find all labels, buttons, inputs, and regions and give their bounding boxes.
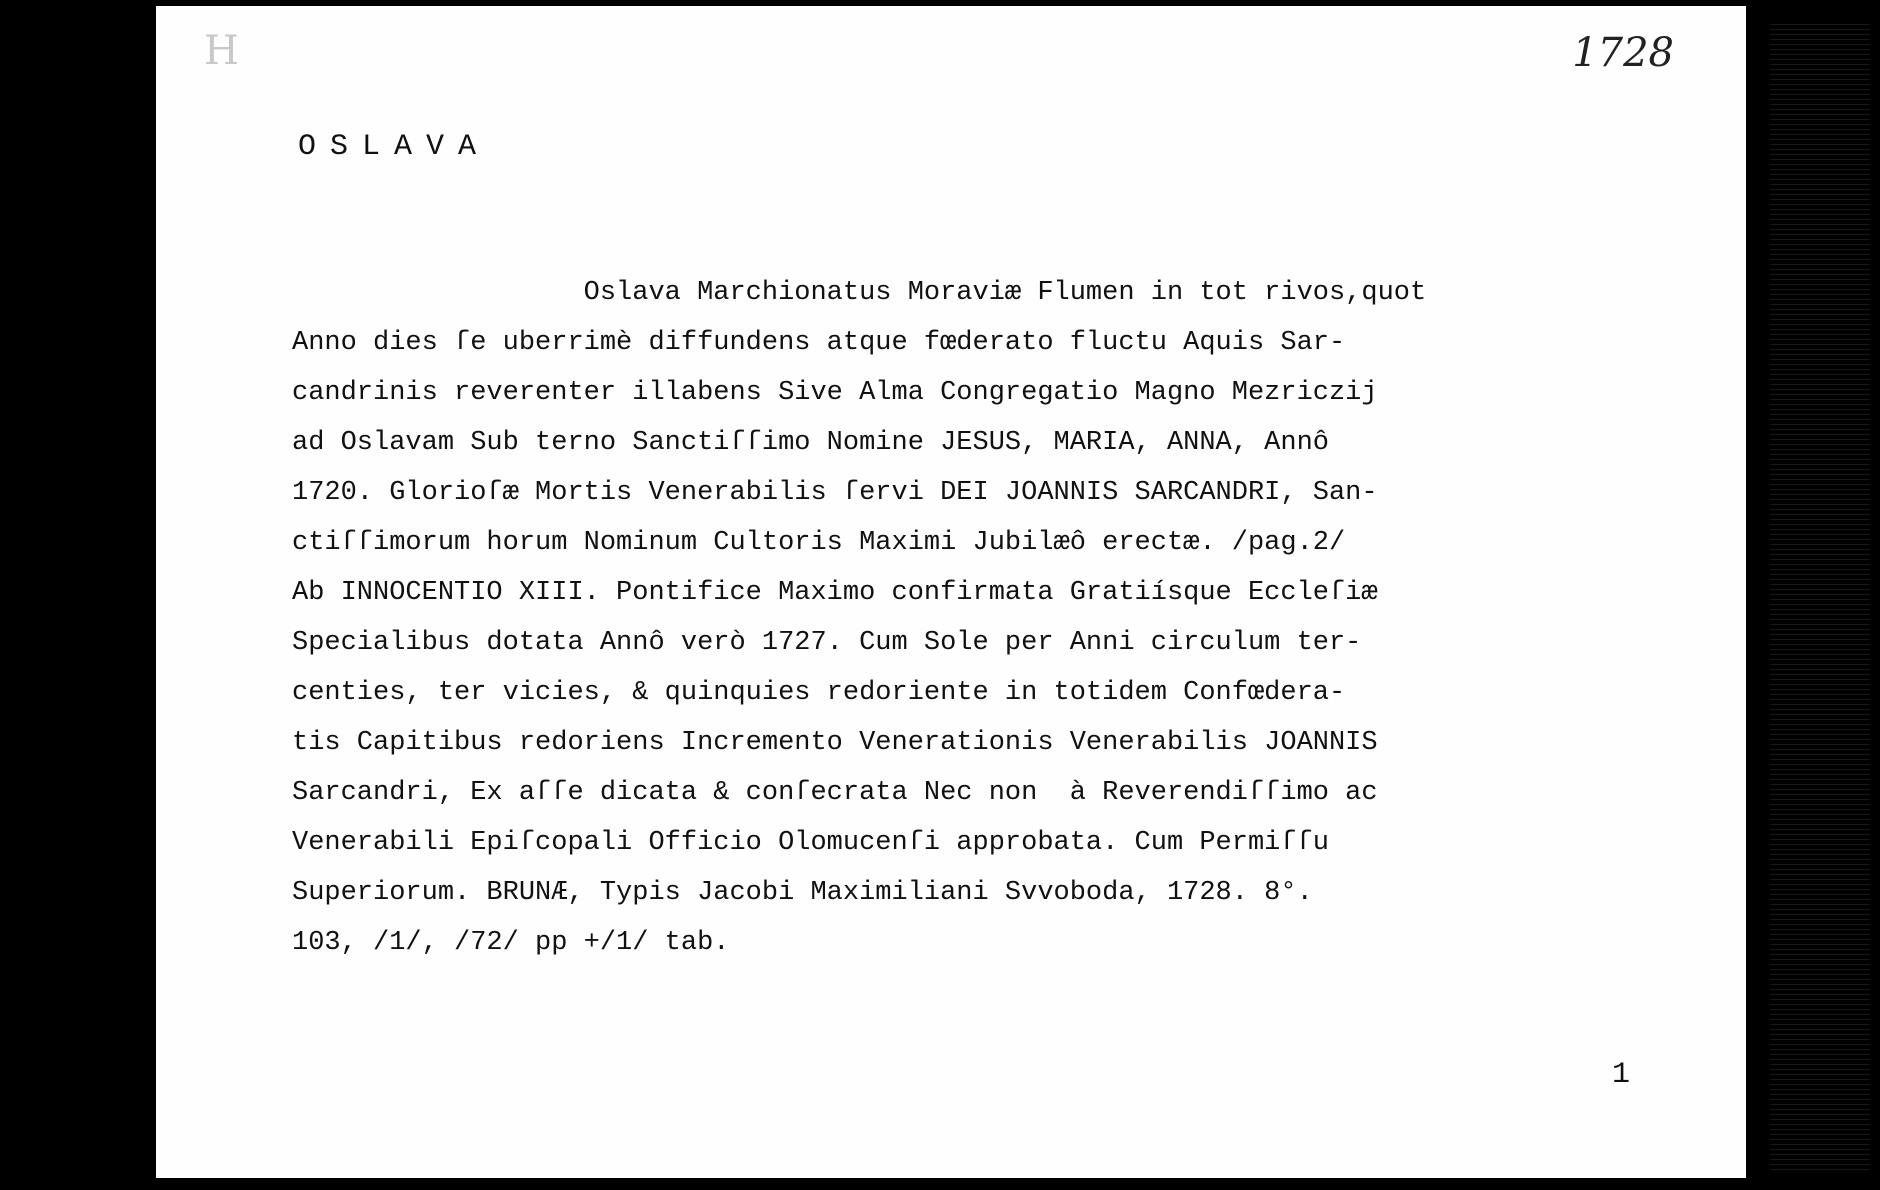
text-line: 103, /1/, /72/ pp +/1/ tab. [292,928,730,958]
text-line: centies, ter vicies, & quinquies redoriente in totidem Confœdera- [292,678,1346,708]
catalog-number: 1728 [1572,30,1674,76]
text-line: Specialibus dotata Annô verò 1727. Cum Sole per Anni circulum ter- [292,628,1362,658]
text-line: ctiſſimorum horum Nominum Cultoris Maximi Jubilæô erectæ. /pag.2/ [292,528,1346,558]
text-line: Anno dies ſe uberrimè diffundens atque fœderato fluctu Aquis Sar- [292,328,1346,358]
text-line: Sarcandri, Ex aſſe dicata & conſecrata Nec non à Reverendiſſimo ac [292,778,1378,808]
card-heading: OSLAVA [298,130,491,164]
text-line: tis Capitibus redoriens Incremento Venerationis Venerabilis JOANNIS [292,728,1378,758]
margin-mark: H [204,28,239,74]
card-body-text [292,268,1702,968]
text-line: Ab INNOCENTIO XIII. Pontifice Maximo confirmata Gratiísque Eccleſiæ [292,578,1378,608]
text-line: candrinis reverenter illabens Sive Alma Congregatio Magno Mezriczij [292,378,1378,408]
text-line: Superiorum. BRUNÆ, Typis Jacobi Maximiliani Svvoboda, 1728. 8°. [292,878,1313,908]
text-line: Oslava Marchionatus Moraviæ Flumen in tot rivos,quot [292,278,1427,308]
text-line: Venerabili Epiſcopali Officio Olomucenſi approbata. Cum Permiſſu [292,828,1329,858]
text-line: ad Oslavam Sub terno Sanctiſſimo Nomine JESUS, MARIA, ANNA, Annô [292,428,1329,458]
text-line: 1720. Glorioſæ Mortis Venerabilis ſervi DEI JOANNIS SARCANDRI, San- [292,478,1378,508]
catalog-card [156,6,1746,1178]
scan-edge-noise [1770,20,1870,1170]
page-number: 1 [1611,1058,1630,1092]
